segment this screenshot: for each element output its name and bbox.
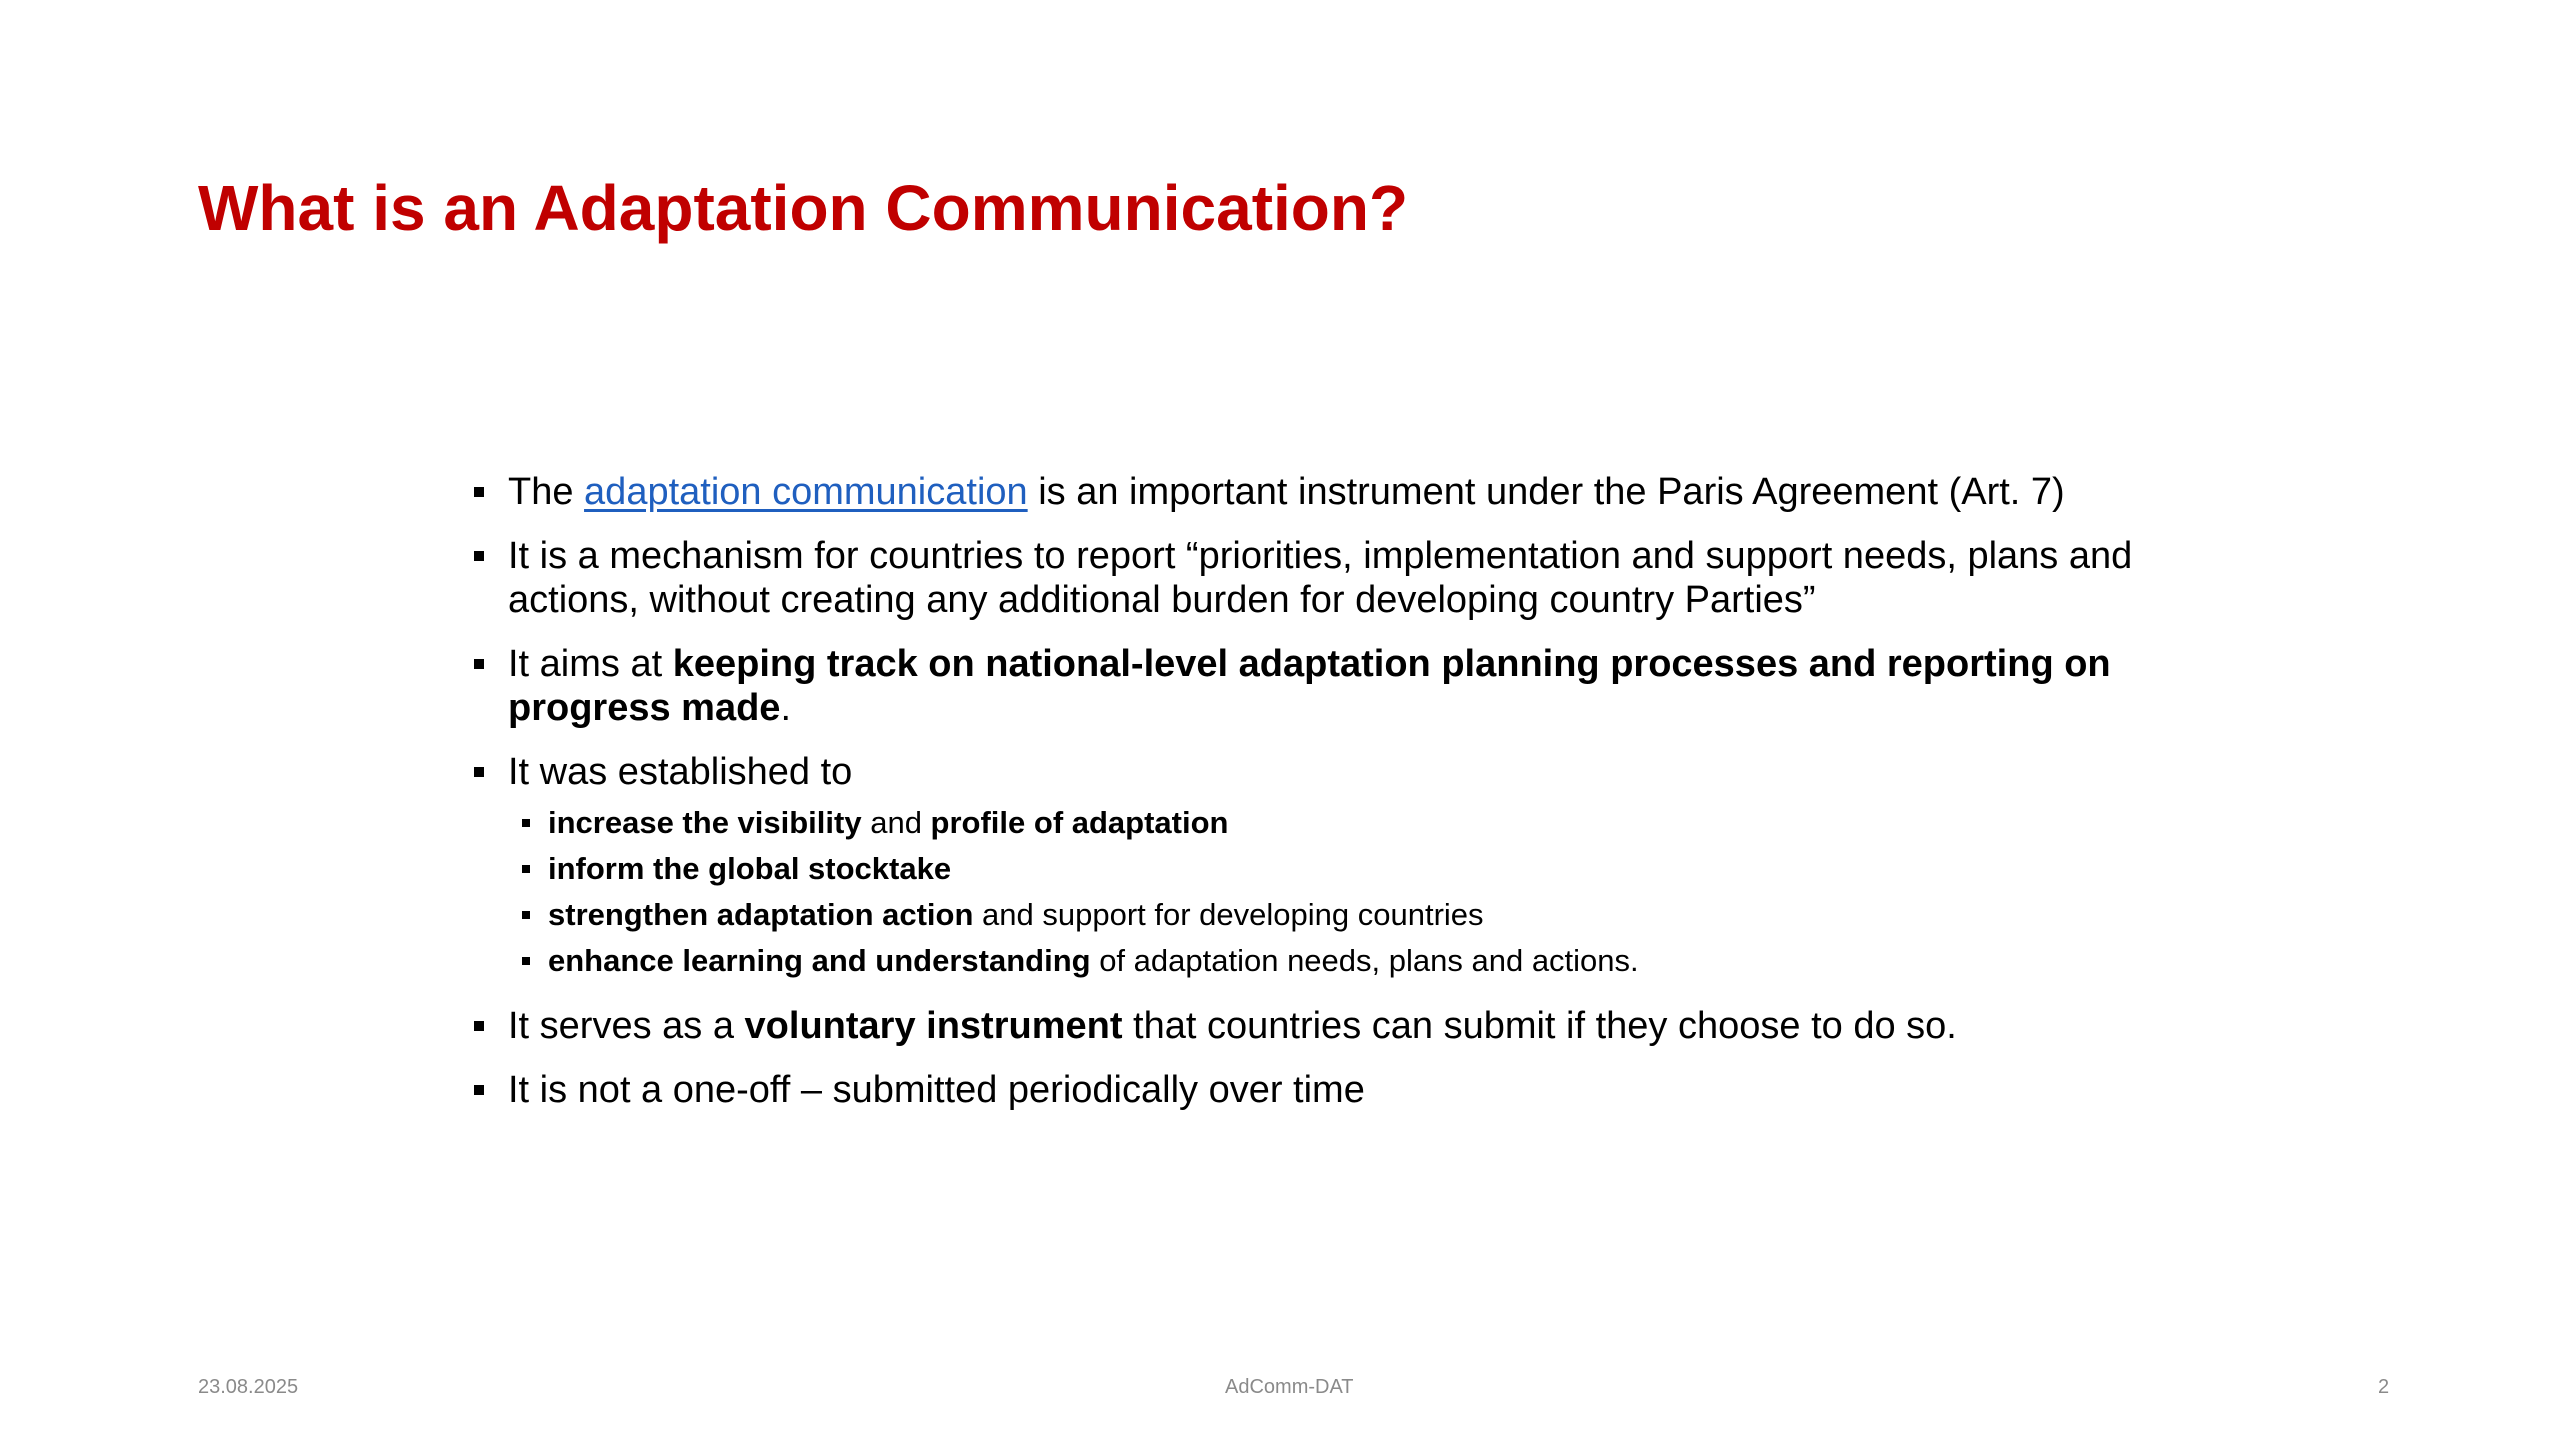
- bullet-text: It is not a one-off – submitted periodically over time: [508, 1069, 1365, 1111]
- bullet-text: It aims at: [508, 643, 673, 685]
- sub-bullet-list: [508, 800, 2194, 984]
- bullet-item-mechanism: [474, 534, 2194, 622]
- sub-bullet-text: and support for developing countries: [973, 897, 1484, 932]
- bullet-text: The: [508, 471, 585, 513]
- bullet-item-aims: [474, 642, 2194, 730]
- sub-bullet-bold-text: enhance learning and understanding: [548, 943, 1091, 978]
- bullet-item-periodic: [474, 1068, 2194, 1112]
- slide-title: What is an Adaptation Communication?: [198, 172, 1409, 244]
- footer-page-number: 2: [2378, 1376, 2390, 1398]
- sub-bullet-item-visibility: [508, 800, 2194, 846]
- bullet-item-established: [474, 750, 2194, 984]
- footer-title: AdComm-DAT: [1225, 1376, 1354, 1398]
- bullet-item-instrument: [474, 470, 2194, 514]
- sub-bullet-item-stocktake: [508, 846, 2194, 892]
- sub-bullet-bold-text: strengthen adaptation action: [548, 897, 974, 932]
- sub-bullet-item-learning: [508, 938, 2194, 984]
- sub-bullet-text: of adaptation needs, plans and actions.: [1090, 943, 1639, 978]
- bullet-bold-text: keeping track on national-level adaptation planning processes and reporting on progress made: [508, 643, 2111, 729]
- bullet-text: It was established to: [508, 751, 853, 793]
- sub-bullet-bold-text: increase the visibility: [548, 805, 862, 840]
- adaptation-communication-link[interactable]: adaptation communication: [584, 471, 1028, 513]
- bullet-text: that countries can submit if they choose to do so.: [1122, 1005, 1957, 1047]
- sub-bullet-bold-text: profile of adaptation: [930, 805, 1229, 840]
- bullet-text: It serves as a: [508, 1005, 745, 1047]
- bullet-text: .: [780, 687, 792, 729]
- sub-bullet-text: and: [861, 805, 931, 840]
- footer-date: 23.08.2025: [198, 1376, 299, 1398]
- bullet-text: is an important instrument under the Paris Agreement (Art. 7): [1027, 471, 2065, 513]
- sub-bullet-item-strengthen: [508, 892, 2194, 938]
- bullet-text: It is a mechanism for countries to report “priorities, implementation and support needs, plans and actions, without creating any additional burden for developing country Parties”: [508, 535, 2133, 621]
- bullet-bold-text: voluntary instrument: [744, 1005, 1123, 1047]
- bullet-item-voluntary: [474, 1004, 2194, 1048]
- sub-bullet-bold-text: inform the global stocktake: [548, 851, 952, 886]
- bullet-list: [474, 470, 2194, 1112]
- bullet-content: [474, 470, 2194, 1132]
